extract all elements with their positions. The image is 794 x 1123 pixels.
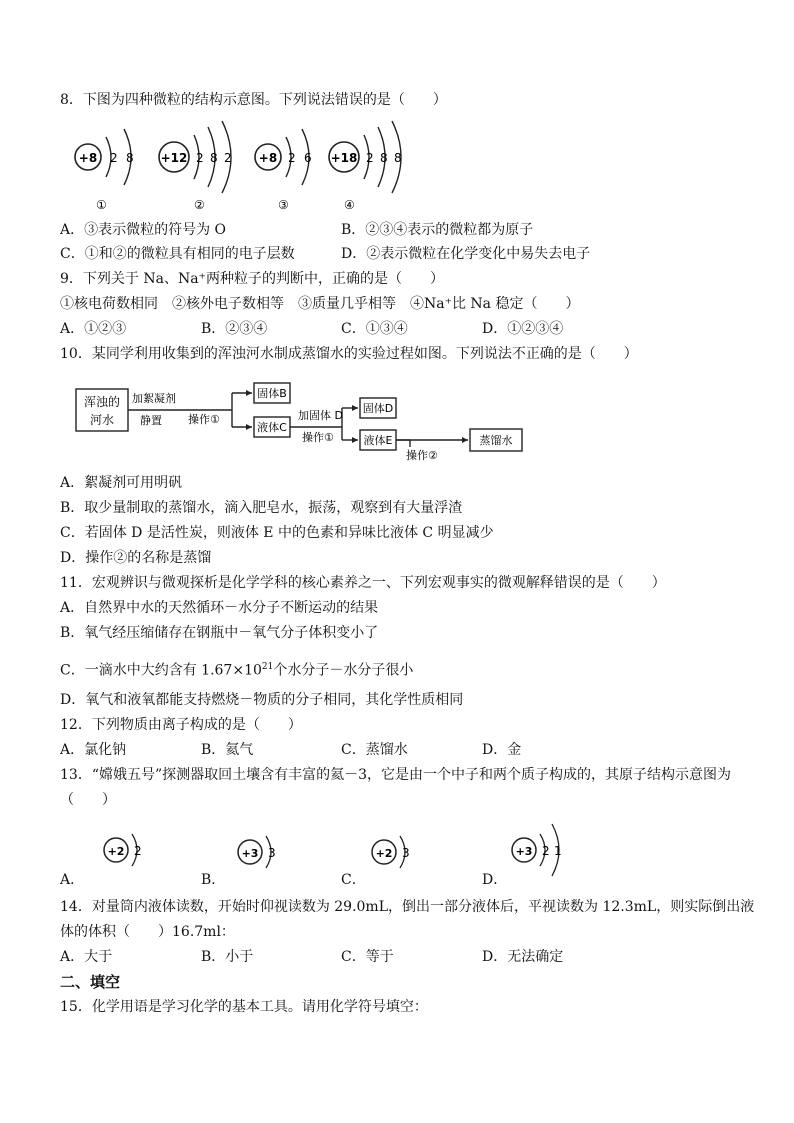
q12-stem: 12．下列物质由离子构成的是（ ） [60,717,302,733]
q12-option-d: D．金 [482,742,522,758]
q8-option-a: A．③表示微粒的符号为 O [60,222,227,238]
q8-stem: 8．下图为四种微粒的结构示意图。下列说法错误的是（ ） [60,92,447,108]
q8-option-c: C．①和②的微粒具有相同的电子层数 [60,246,295,262]
svg-text:2: 2 [196,151,204,165]
svg-text:静置: 静置 [140,414,162,427]
q13-stem-blank: （ ） [60,792,116,808]
q14-option-b: B．小于 [201,949,254,965]
svg-text:2: 2 [288,151,296,165]
svg-text:2: 2 [110,151,118,165]
svg-text:固体B: 固体B [257,387,287,400]
svg-text:②: ② [194,198,205,212]
svg-text:固体D: 固体D [362,402,394,415]
svg-text:2: 2 [224,151,232,165]
q10-option-a: A．絮凝剂可用明矾 [60,475,183,491]
q8-atom-4 [329,121,402,212]
q8-option-d: D．②表示微粒在化学变化中易失去电子 [341,246,591,262]
svg-text:6: 6 [304,151,312,165]
q8-atom-diagrams [60,115,420,215]
svg-text:河水: 河水 [89,413,115,427]
q13-atom-c [372,836,410,868]
svg-text:操作①: 操作① [302,431,334,444]
svg-text:+2: +2 [375,847,393,860]
svg-text:+12: +12 [160,151,188,165]
q11-option-d: D．氧气和液氧都能支持燃烧－物质的分子相同，其化学性质相同 [60,692,464,708]
svg-text:+8: +8 [258,151,278,165]
q14-line2: 体的体积（ ）16.7ml： [60,924,235,940]
svg-text:加固体 D: 加固体 D [298,409,343,422]
q8-option-b: B．②③④表示的微粒都为原子 [341,222,534,238]
svg-text:蒸馏水: 蒸馏水 [479,434,513,447]
q13-option-a: A． [60,872,85,888]
svg-text:液体C: 液体C [257,421,287,434]
svg-text:+8: +8 [78,151,98,165]
q8-atom-3 [255,129,312,212]
svg-text:浑浊的: 浑浊的 [83,395,121,409]
svg-text:操作②: 操作② [406,449,438,462]
q10-stem: 10．某同学利用收集到的浑浊河水制成蒸馏水的实验过程如图。下列说法不正确的是（ ） [60,346,638,362]
svg-text:2: 2 [134,844,142,858]
svg-text:1: 1 [554,844,562,858]
q9-option-b: B．②③④ [201,321,268,337]
section-heading: 二、填空 [60,973,121,991]
svg-text:2: 2 [366,151,374,165]
q12-option-b: B．氦气 [201,742,254,758]
svg-text:+18: +18 [330,151,358,165]
q13-option-b: B． [201,872,226,888]
svg-text:8: 8 [380,151,388,165]
svg-text:③: ③ [278,198,289,212]
svg-text:8: 8 [210,151,218,165]
q13-option-d: D． [482,872,508,888]
q13-atom-a [104,834,142,866]
q13-atom-diagrams [90,818,570,878]
svg-text:8: 8 [126,151,134,165]
svg-text:④: ④ [344,198,355,212]
q11-stem: 11．宏观辨识与微观探析是化学学科的核心素养之一、下列宏观事实的微观解释错误的是（ ） [60,575,666,591]
svg-text:操作①: 操作① [188,413,220,426]
svg-text:+3: +3 [241,847,259,860]
q9-option-d: D．①②③④ [482,321,564,337]
q9-option-c: C．①③④ [341,321,408,337]
svg-text:2: 2 [542,844,550,858]
q9-option-a: A．①②③ [60,321,127,337]
q11-option-b: B．氧气经压缩储存在钢瓶中－氧气分子体积变小了 [60,625,379,641]
svg-text:+2: +2 [107,845,125,858]
q13-atom-d [512,824,562,876]
q11-option-c: C．一滴水中大约含有 $1.67\times 10^{21}$个水分子－水分子很小 [60,662,414,679]
svg-text:①: ① [96,198,107,212]
q15-stem: 15．化学用语是学习化学的基本工具。请用化学符号填空： [60,999,428,1015]
q10-option-c: C．若固体 D 是活性炭，则液体 E 中的色素和异味比液体 C 明显减少 [60,525,494,541]
svg-text:加絮凝剂: 加絮凝剂 [132,392,176,405]
q12-option-c: C．蒸馏水 [341,742,408,758]
svg-text:3: 3 [268,846,276,860]
q8-atom-1 [75,129,134,212]
q12-option-a: A．氯化钠 [60,742,127,758]
q11-option-a: A．自然界中水的天然循环－水分子不断运动的结果 [60,600,379,616]
q13-stem: 13．“嫦娥五号”探测器取回土壤含有丰富的氦－3，它是由一个中子和两个质子构成的，其原子结构示意图为 [60,767,732,783]
q10-option-b: B．取少量制取的蒸馏水，滴入肥皂水，振荡，观察到有大量浮渣 [60,500,463,516]
svg-text:8: 8 [394,151,402,165]
q14-option-a: A．大于 [60,949,113,965]
svg-text:3: 3 [402,846,410,860]
svg-text:+3: +3 [515,845,533,858]
q14-option-d: D．无法确定 [482,949,564,965]
q13-atom-b [238,836,276,868]
svg-text:液体E: 液体E [363,434,393,447]
q9-items: ①核电荷数相同 ②核外电子数相等 ③质量几乎相等 ④Na⁺比 Na 稳定（ ） [60,296,580,312]
q13-option-c: C． [341,872,366,888]
q8-atom-2 [159,121,232,212]
q10-flow-diagram [70,375,513,470]
q9-stem: 9．下列关于 Na、Na⁺两种粒子的判断中，正确的是（ ） [60,271,444,287]
q10-option-d: D．操作②的名称是蒸馏 [60,550,212,566]
q14-line1: 14．对量筒内液体读数，开始时仰视读数为 29.0mL，倒出一部分液体后，平视读数为 12.3mL，则实际倒出液 [60,899,755,915]
q14-option-c: C．等于 [341,949,394,965]
